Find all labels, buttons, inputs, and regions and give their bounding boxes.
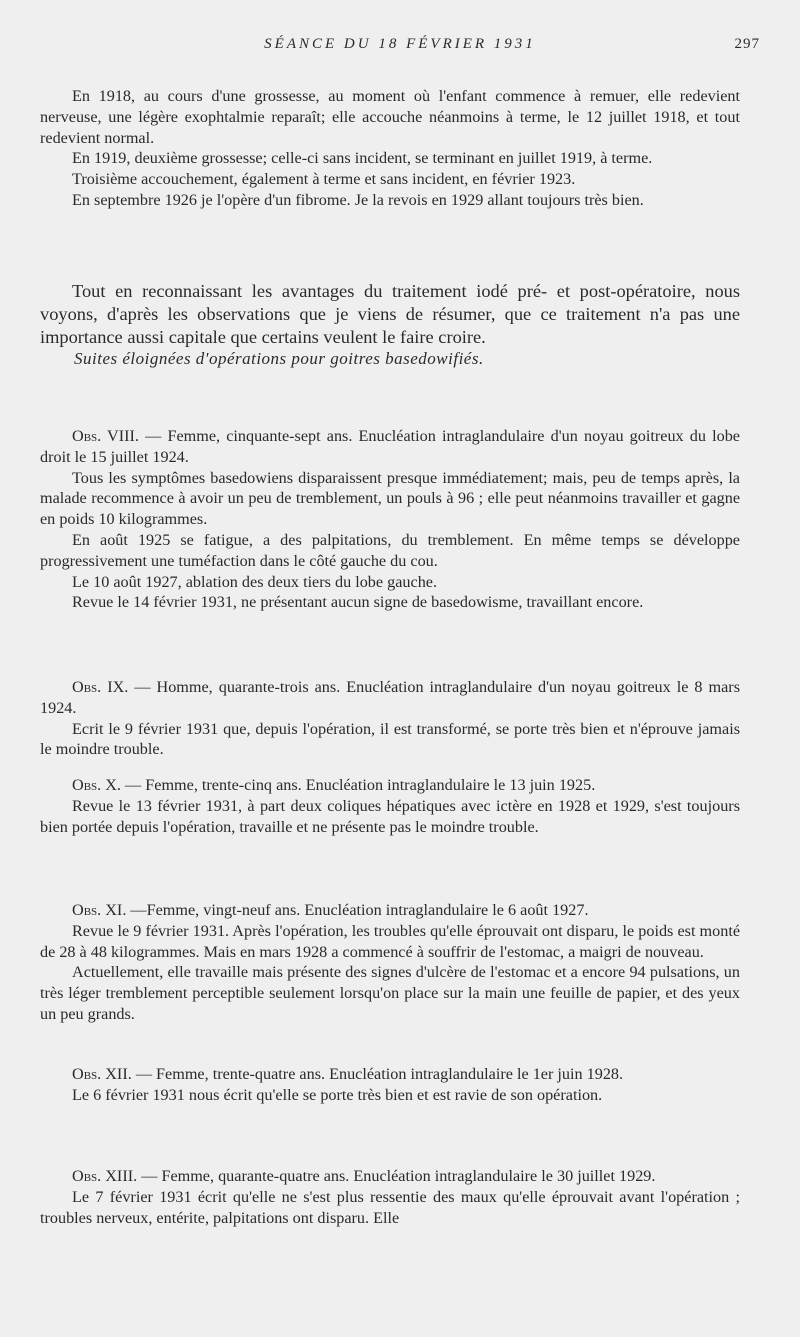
observation-intro [40, 1166, 740, 1187]
observation-text: — Femme, trente-cinq ans. Enucléation intraglandulaire le 13 juin 1925. [120, 776, 596, 794]
observation-text: —Femme, vingt-neuf ans. Enucléation intraglandulaire le 6 août 1927. [126, 901, 589, 919]
observation-label: Obs. VIII. [72, 427, 139, 445]
paragraph: En août 1925 se fatigue, a des palpitations, du tremblement. En même temps se développe progressivement une tuméfaction dans le côté gauche du cou. [40, 530, 740, 570]
observation-intro [40, 426, 740, 468]
intro-section [40, 86, 740, 211]
observation-xiii [40, 1166, 740, 1228]
observation-intro [40, 1064, 740, 1085]
paragraph: Ecrit le 9 février 1931 que, depuis l'opération, il est transformé, se porte très bien et n'éprouve jamais le moindre trouble. [40, 719, 740, 759]
conclusion-section [40, 280, 740, 370]
section-title: Suites éloignées d'opérations pour goitres basedowifiés. [74, 349, 484, 369]
observation-text: — Femme, trente-quatre ans. Enucléation intraglandulaire le 1er juin 1928. [131, 1065, 624, 1083]
page-number: 297 [734, 36, 760, 52]
observation-intro [40, 900, 740, 921]
conclusion-paragraph: Tout en reconnaissant les avantages du traitement iodé pré- et post-opératoire, nous voyons, d'après les observations que je viens de résumer, que ce traitement n'a pas une importance aussi capitale que certains veulent le faire croire. [40, 281, 740, 347]
observation-ix [40, 677, 740, 760]
observation-label: Obs. XIII. [72, 1167, 138, 1185]
paragraph: Tous les symptômes basedowiens disparaissent presque immédiatement; mais, peu de temps après, la malade recommence à avoir un peu de tremblement, un pouls à 96 ; elle peut néanmoins travailler et gagne en poids 10 kilogrammes. [40, 468, 740, 529]
paragraph: Troisième accouchement, également à terme et sans incident, en février 1923. [72, 170, 576, 189]
observation-text: — Femme, cinquante-sept ans. Enucléation intraglandulaire d'un noyau goitreux du lobe droit le 15 juillet 1924. [40, 427, 740, 466]
observation-label: Obs. XI. [72, 901, 127, 919]
observation-x [40, 775, 740, 837]
paragraph: Revue le 9 février 1931. Après l'opération, les troubles qu'elle éprouvait ont disparu, le poids est monté de 28 à 48 kilogrammes. Mais en mars 1928 a commencé à souffrir de l'estomac, a maigri de nouveau. [40, 921, 740, 961]
observation-intro [40, 775, 740, 796]
paragraph: Le 7 février 1931 écrit qu'elle ne s'est plus ressentie des maux qu'elle éprouvait avant l'opération ; troubles nerveux, entérite, palpitations ont disparu. Elle [40, 1187, 740, 1227]
paragraph: En 1918, au cours d'une grossesse, au moment où l'enfant commence à remuer, elle redevient nerveuse, une légère exophtalmie reparaît; elle accouche néanmoins à terme, le 12 juillet 1918, et tout redevient normal. [40, 87, 740, 147]
paragraph: Le 6 février 1931 nous écrit qu'elle se porte très bien et est ravie de son opération. [72, 1085, 603, 1104]
observation-text: — Femme, quarante-quatre ans. Enucléation intraglandulaire le 30 juillet 1929. [137, 1167, 656, 1185]
paragraph: Le 10 août 1927, ablation des deux tiers du lobe gauche. [72, 572, 438, 591]
paragraph: Revue le 14 février 1931, ne présentant aucun signe de basedowisme, travaillant encore. [72, 593, 644, 612]
observation-viii [40, 426, 740, 613]
observation-label: Obs. X. [72, 776, 121, 794]
observation-xii [40, 1064, 740, 1106]
running-title: SÉANCE DU 18 FÉVRIER 1931 [264, 36, 536, 52]
observation-label: Obs. XII. [72, 1065, 132, 1083]
observation-xi [40, 900, 740, 1025]
observation-text: — Homme, quarante-trois ans. Enucléation intraglandulaire d'un noyau goitreux le 8 mars 1924. [40, 678, 740, 717]
observation-label: Obs. IX. [72, 678, 129, 696]
paragraph: Actuellement, elle travaille mais présente des signes d'ulcère de l'estomac et a encore 94 pulsations, un très léger tremblement perceptible seulement lorsqu'on place sur la main une feuille de papier, et des yeux un peu grands. [40, 963, 740, 1023]
paragraph: En septembre 1926 je l'opère d'un fibrome. Je la revois en 1929 allant toujours très bien. [72, 190, 644, 209]
paragraph: Revue le 13 février 1931, à part deux coliques hépatiques avec ictère en 1928 et 1929, s'est toujours bien portée depuis l'opération, travaille et ne présente pas le moindre trouble. [40, 796, 740, 836]
page-header [40, 36, 760, 60]
paragraph: En 1919, deuxième grossesse; celle-ci sans incident, se terminant en juillet 1919, à terme. [72, 149, 653, 168]
observation-intro [40, 677, 740, 719]
